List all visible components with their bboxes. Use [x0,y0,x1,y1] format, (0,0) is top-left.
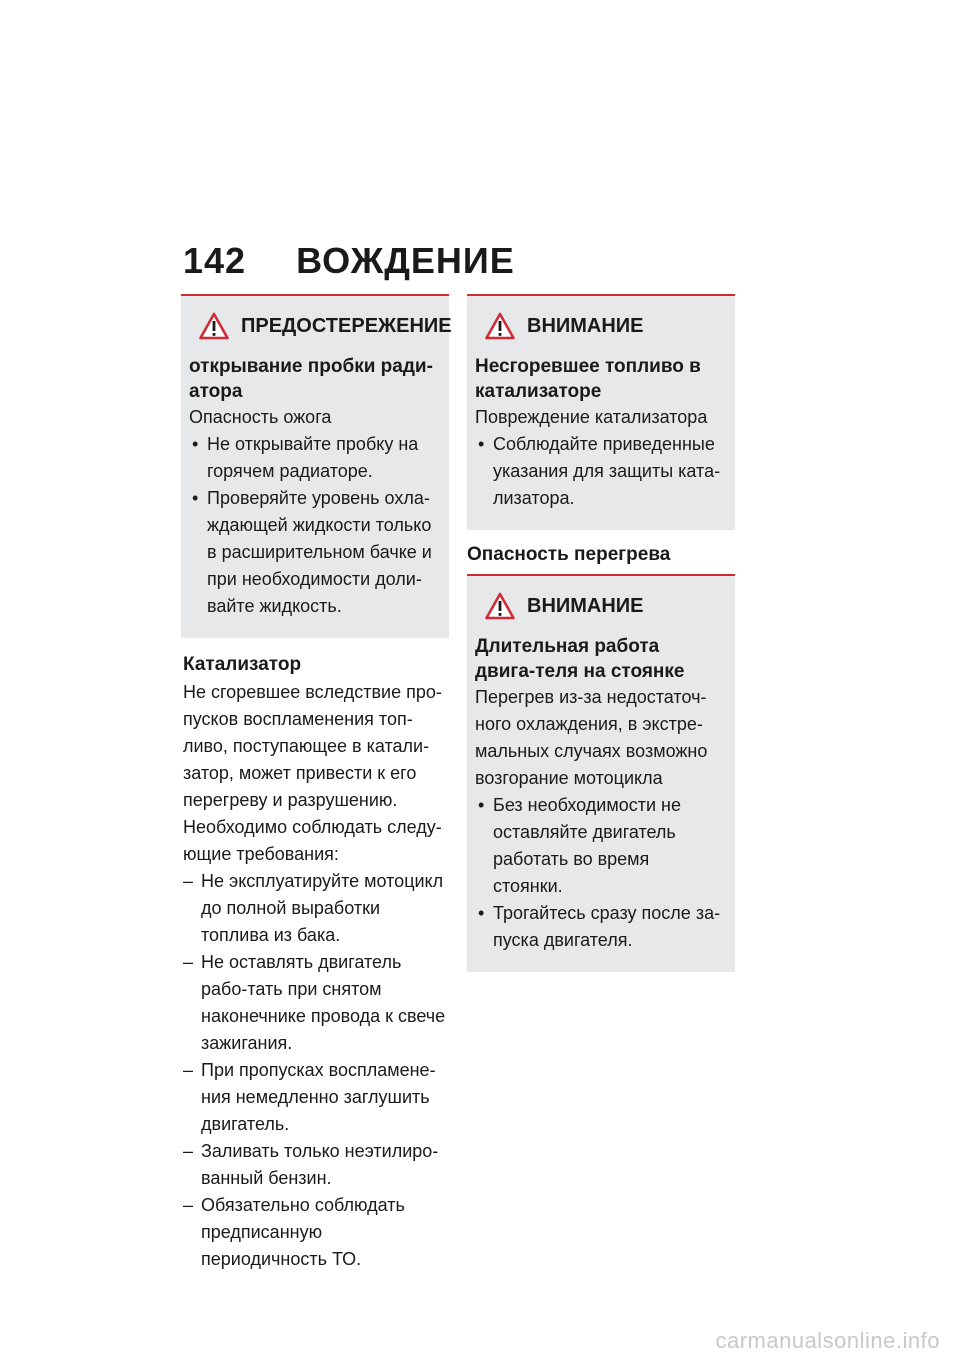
notice-subheading: Перегрев из-за недостаточ-ного охлаждения, в экстре-мальных случаях возможно возгорание мотоцикла [475,687,708,788]
warning-label: ПРЕДОСТЕРЕЖЕНИЕ [241,314,452,337]
notice-label: ВНИМАНИЕ [527,314,644,337]
overheat-section-title: Опасность перегрева [467,544,671,565]
page-header [183,240,515,282]
watermark: carmanualsonline.info [715,1328,940,1353]
page-title: ВОЖДЕНИЕ [296,240,515,281]
list-item: – Не эксплуатируйте мотоцикл до полной выработки топлива из бака. [183,868,449,949]
notice-list [475,792,723,954]
warning-subheading: Опасность ожога [189,407,332,427]
list-item: – Заливать только неэтилиро-ванный бензин. [183,1138,449,1192]
left-column [181,294,452,1273]
catalyst-title: Катализатор [183,654,302,675]
warning-triangle-icon [485,592,515,620]
warning-list [189,431,437,620]
warning-triangle-icon [199,312,229,340]
warning-heading: открывание пробки ради-атора [189,356,433,402]
notice-box-header [485,312,723,340]
catalyst-list [183,868,449,1273]
catalyst-paragraph: Не сгоревшее вследствие про-пусков воспламенения топ-ливо, поступающее в катали-затор, может привести к его перегреву и разрушению. Необходимо соблюдать следу-ющие требования: [183,682,442,864]
notice-heading: Длительная работа двига-теля на стоянке [475,636,685,682]
notice-label: ВНИМАНИЕ [527,594,644,617]
list-item: • Не открывайте пробку на горячем радиаторе. [189,431,437,485]
list-item: • Без необходимости не оставляйте двигатель работать во время стоянки. [475,792,723,900]
notice-heading: Несгоревшее топливо в катализаторе [475,356,701,402]
warning-box-header [199,312,452,340]
notice-list [475,431,723,512]
list-item: • Проверяйте уровень охла-ждающей жидкости только в расширительном бачке и при необходимости доли-вайте жидкость. [189,485,437,620]
list-item: • Соблюдайте приведенные указания для защиты ката-лизатора. [475,431,723,512]
notice-subheading: Повреждение катализатора [475,407,708,427]
notice-box-catalyst [467,294,735,530]
list-item: – При пропусках воспламене-ния немедленно заглушить двигатель. [183,1057,449,1138]
warning-triangle-icon [485,312,515,340]
catalyst-section [181,652,449,1273]
notice-box-overheat [467,574,735,972]
right-column [467,294,735,972]
warning-box-radiator [181,294,452,638]
list-item: – Обязательно соблюдать предписанную периодичность ТО. [183,1192,449,1273]
page-number: 142 [183,240,247,281]
list-item: – Не оставлять двигатель рабо-тать при снятом наконечнике провода к свече зажигания. [183,949,449,1057]
notice-box-header [485,592,723,620]
list-item: • Трогайтесь сразу после за-пуска двигателя. [475,900,723,954]
